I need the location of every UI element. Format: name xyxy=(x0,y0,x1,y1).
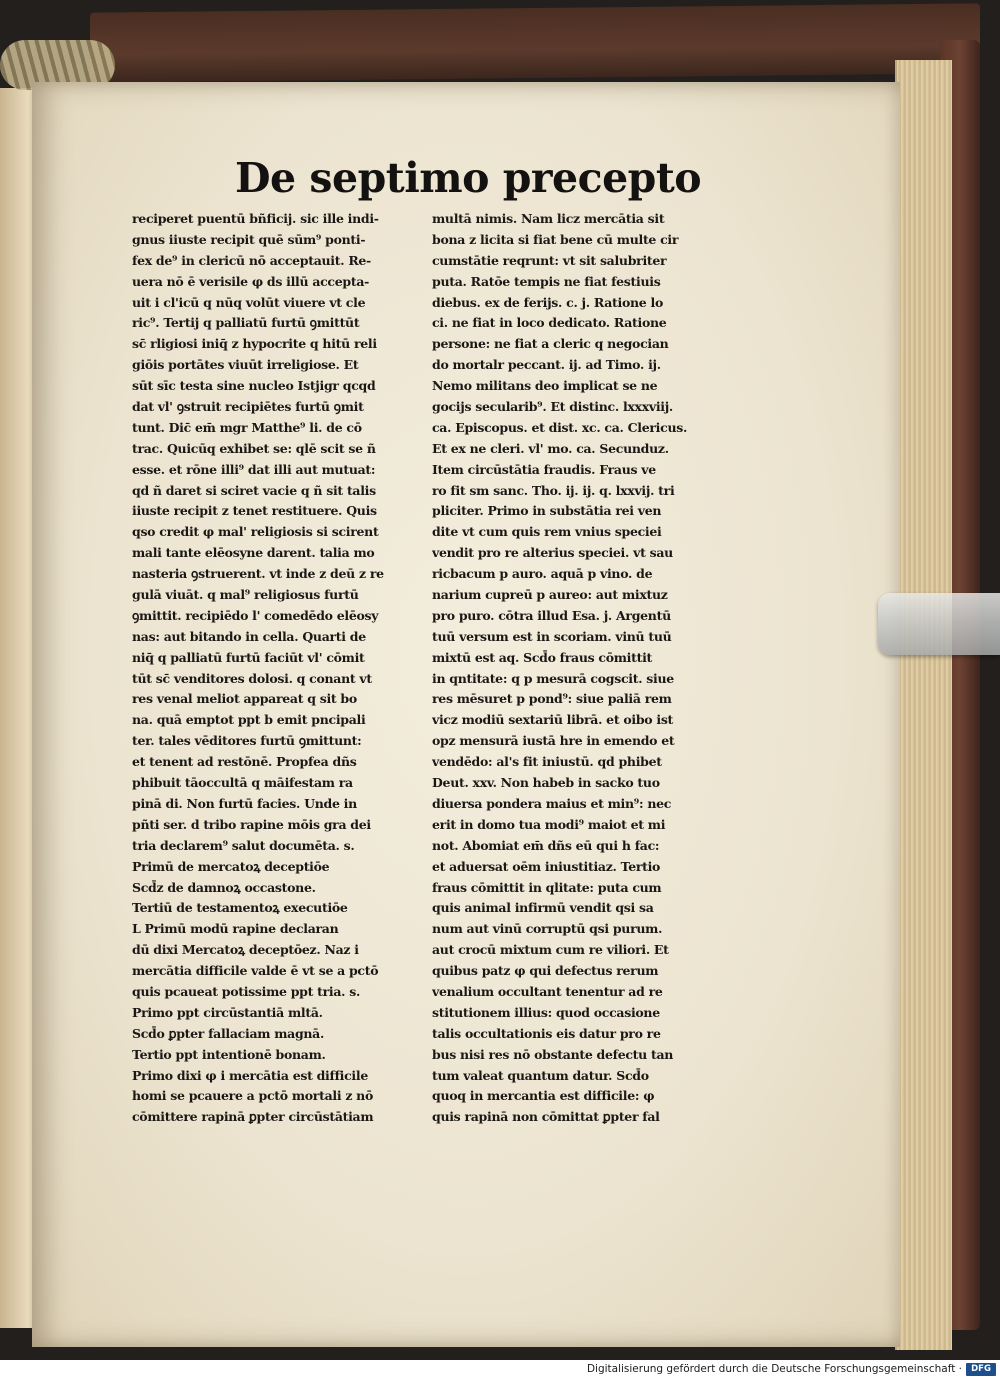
text-line: talis occultationis eis datur pro re xyxy=(432,1025,661,1041)
page-heading: De septimo precepto xyxy=(235,154,702,202)
text-line: diebus. ex de ferijs. c. j. Ratione lo xyxy=(432,294,663,310)
text-line: sc̄ rligiosi iniq̄ z hypocrite q hitū reli xyxy=(132,336,377,352)
text-line: cumstātie reqrunt: vt sit salubriter xyxy=(432,252,667,268)
text-line: ro fit sm sanc. Tho. ij. ij. q. lxxvij. tri xyxy=(432,482,675,498)
text-line: diuersa pondera maius et min⁹: nec xyxy=(432,795,672,811)
text-line: et aduersat oēm iniustitiaz. Tertio xyxy=(432,858,661,874)
text-line: do mortalr peccant. ij. ad Timo. ij. xyxy=(432,357,661,373)
text-line: Nemo militans deo implicat se ne xyxy=(432,378,658,394)
text-line: bona z licita si fiat bene cū multe cir xyxy=(432,231,679,247)
text-line: Deut. xxv. Non habeb in sacko tuo xyxy=(432,775,660,791)
text-line: ricbacum p auro. aquā p vino. de xyxy=(432,566,653,582)
text-line: multā nimis. Nam licz mercātia sit xyxy=(432,211,665,226)
text-line: esse. et rōne illi⁹ dat illi aut mutuat: xyxy=(132,461,376,477)
text-line: quis pcaueat potissime ppt tria. s. xyxy=(132,983,361,999)
text-line: vicz modiū sextariū librā. et oibo ist xyxy=(432,712,674,728)
text-line: gulā viuāt. q mal⁹ religiosus furtū xyxy=(132,587,359,603)
text-line: opz mensurā iustā hre in emendo et xyxy=(432,733,675,749)
text-line: Primo ppt circūstantiā mltā. xyxy=(132,1004,323,1020)
text-line: uera nō ē verisile φ ds illū accepta- xyxy=(132,273,370,289)
text-line: Item circūstātia fraudis. Fraus ve xyxy=(432,461,656,477)
text-line: uit i cl'icū q nūq volūt viuere vt cle xyxy=(132,294,366,310)
right-text-column xyxy=(432,209,732,1128)
text-line: mixtū est aq. Scd̄o fraus cōmittit xyxy=(432,649,653,665)
text-line: puta. Ratōe tempis ne fiat festiuis xyxy=(432,273,661,289)
text-line: tūt sc̄ venditores dolosi. q conant vt xyxy=(132,670,372,686)
text-line: qd ñ daret si sciret vacie q ñ sit talis xyxy=(132,482,376,498)
text-line: quis animal infirmū vendit qsi sa xyxy=(432,900,654,916)
text-line: L Primū modū rapine declaran xyxy=(132,921,339,937)
text-line: res mēsuret p pond⁹: siue paliā rem xyxy=(432,691,672,707)
text-line: Scd̄o ꝑpter fallaciam magnā. xyxy=(132,1025,325,1041)
text-line: fex de⁹ in clericū nō acceptauit. Re- xyxy=(132,252,371,268)
text-line: niq̄ q palliatū furtū faciūt vl' cōmit xyxy=(132,649,365,665)
footer-bar xyxy=(0,1360,1000,1379)
text-line: ric⁹. Tertij q palliatū furtū ꝯmittūt xyxy=(132,315,360,331)
text-line: persone: ne fiat a cleric q negocian xyxy=(432,336,669,352)
text-line: dū dixi Mercatoꝝ deceptōez. Naz i xyxy=(132,942,359,958)
text-line: narium cupreū p aureo: aut mixtuz xyxy=(432,587,668,603)
text-line: mali tante elēosyne darent. talia mo xyxy=(132,545,375,561)
book-cover-top xyxy=(90,3,980,82)
text-line: quoq in mercantia est difficile: φ xyxy=(432,1088,655,1104)
text-line: not. Abomiat em̄ dñs eū qui h fac: xyxy=(432,837,660,853)
dfg-logo: DFG xyxy=(966,1363,996,1376)
text-line: Tertiū de testamentoꝝ executiōe xyxy=(132,900,348,916)
text-line: giōis portātes viuūt irreligiose. Et xyxy=(132,357,359,373)
text-line: mercātia difficile valde ē vt se a pctō xyxy=(132,963,379,979)
text-line: Tertio ppt intentionē bonam. xyxy=(132,1046,326,1062)
text-line: iiuste recipit z tenet restituere. Quis xyxy=(132,503,377,519)
text-line: ca. Episcopus. et dist. xc. ca. Clericus. xyxy=(432,419,688,435)
text-line: tum valeat quantum datur. Scd̄o xyxy=(432,1067,649,1083)
text-line: reciperet puentū bñficij. sic ille indi- xyxy=(132,211,379,226)
text-line: in qntitate: q p mesurā cogscit. siue xyxy=(432,670,674,686)
text-line: vendit pro re alterius speciei. vt sau xyxy=(432,545,673,561)
text-line: homi se pcauere a pctō mortali z nō xyxy=(132,1088,373,1104)
text-line: ꝯmittit. recipiēdo l' comedēdo elēosy xyxy=(132,607,379,623)
text-line: ter. tales vēditores furtū ꝯmittunt: xyxy=(132,733,362,749)
text-line: cōmittere rapinā ꝑpter circūstātiam xyxy=(132,1109,374,1125)
text-line: Et ex ne cleri. vl' mo. ca. Secunduz. xyxy=(432,440,669,456)
text-line: dite vt cum quis rem vnius speciei xyxy=(432,524,662,540)
text-line: quibus patz φ qui defectus rerum xyxy=(432,963,659,979)
text-line: tuū versum est in scoriam. vinū tuū xyxy=(432,628,672,644)
text-line: bus nisi res nō obstante defectu tan xyxy=(432,1046,674,1062)
text-line: erit in domo tua modi⁹ maiot et mi xyxy=(432,816,666,832)
text-line: gocijs secularib⁹. Et distinc. lxxxviij. xyxy=(432,399,673,415)
text-line: venalium occultant tenentur ad re xyxy=(432,983,663,999)
left-text-column xyxy=(132,209,432,1128)
text-line: nasteria ꝯstruerent. vt inde z deū z re xyxy=(132,566,384,582)
text-line: pinā di. Non furtū facies. Unde in xyxy=(132,795,357,811)
text-line: Primū de mercatoꝝ deceptiōe xyxy=(132,858,330,874)
text-line: pro puro. cōtra illud Esa. j. Argentū xyxy=(432,607,671,623)
text-line: na. quā emptot ppt b emit pncipali xyxy=(132,712,366,728)
text-line: gnus iiuste recipit quē sūm⁹ ponti- xyxy=(132,231,366,247)
text-line: stitutionem illius: quod occasione xyxy=(432,1004,660,1020)
text-line: ci. ne fiat in loco dedicato. Ratione xyxy=(432,315,667,331)
text-line: tria declarem⁹ salut documēta. s. xyxy=(132,837,355,853)
text-line: sūt sīc testa sine nucleo Istjigr qcqd xyxy=(132,378,376,394)
page-edges xyxy=(895,60,952,1350)
text-line: num aut vinū corruptū qsi purum. xyxy=(432,921,663,937)
text-line: et tenent ad restōnē. Propfea dñs xyxy=(132,754,357,770)
text-line: Primo dixi φ i mercātia est difficile xyxy=(132,1067,368,1083)
text-line: qso credit φ mal' religiosis si scirent xyxy=(132,524,379,540)
text-line: nas: aut bitando in cella. Quarti de xyxy=(132,628,366,644)
text-line: pliciter. Primo in substātia rei ven xyxy=(432,503,662,519)
funding-credit: Digitalisierung gefördert durch die Deutsche Forschungsgemeinschaft · xyxy=(586,1363,962,1375)
text-line: quis rapinā non cōmittat ꝑpter fal xyxy=(432,1109,660,1125)
text-line: aut crocū mixtum cum re viliori. Et xyxy=(432,942,669,958)
text-line: pñti ser. d tribo rapine mōis gra dei xyxy=(132,816,371,832)
bookmark-clip xyxy=(878,593,1000,655)
text-line: tunt. Dic̄ em̄ mgr Matthe⁹ li. de cō xyxy=(132,419,362,435)
text-line: dat vl' ꝯstruit recipiētes furtū ꝯmit xyxy=(132,399,364,415)
text-line: res venal meliot appareat q sit bo xyxy=(132,691,357,707)
text-line: vendēdo: al's fit iniustū. qd phibet xyxy=(432,754,662,770)
text-line: trac. Quicūq exhibet se: qlē scit se ñ xyxy=(132,440,376,456)
text-line: Scd̄z de damnoꝝ occastone. xyxy=(132,879,316,895)
text-line: phibuit tāoccultā q māifestam ra xyxy=(132,775,353,791)
text-line: fraus cōmittit in qlitate: puta cum xyxy=(432,879,662,895)
